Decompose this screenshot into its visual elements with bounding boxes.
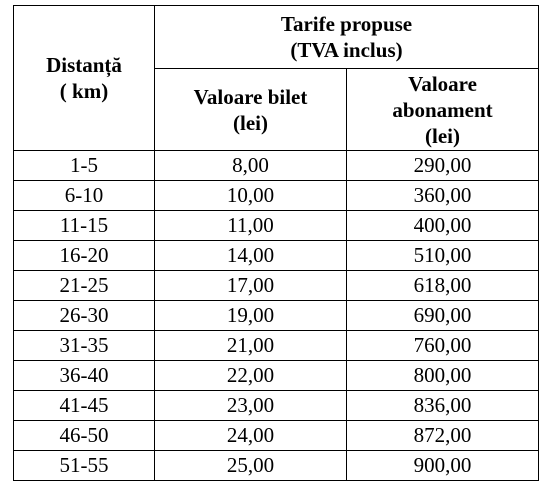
distance-cell: 31-35 xyxy=(14,331,155,361)
distance-cell: 46-50 xyxy=(14,421,155,451)
table-row xyxy=(14,451,539,481)
table-row xyxy=(14,241,539,271)
table-row xyxy=(14,301,539,331)
subscription-value-label-1: Valoare xyxy=(408,71,477,96)
subscription-cell: 900,00 xyxy=(347,451,539,481)
ticket-cell: 19,00 xyxy=(155,301,347,331)
table-row xyxy=(14,271,539,301)
table-row xyxy=(14,211,539,241)
table-row xyxy=(14,181,539,211)
subscription-cell: 872,00 xyxy=(347,421,539,451)
ticket-cell: 23,00 xyxy=(155,391,347,421)
distance-header-unit: ( km) xyxy=(59,79,109,103)
table-row xyxy=(14,151,539,181)
ticket-value-unit: (lei) xyxy=(233,110,268,135)
distance-cell: 6-10 xyxy=(14,181,155,211)
distance-cell: 51-55 xyxy=(14,451,155,481)
subscription-cell: 760,00 xyxy=(347,331,539,361)
ticket-cell: 21,00 xyxy=(155,331,347,361)
subscription-cell: 510,00 xyxy=(347,241,539,271)
table-row xyxy=(14,421,539,451)
subscription-cell: 690,00 xyxy=(347,301,539,331)
table-row xyxy=(14,361,539,391)
distance-cell: 26-30 xyxy=(14,301,155,331)
ticket-cell: 8,00 xyxy=(155,151,347,181)
distance-cell: 21-25 xyxy=(14,271,155,301)
subscription-cell: 400,00 xyxy=(347,211,539,241)
ticket-value-header xyxy=(155,69,347,151)
subscription-cell: 290,00 xyxy=(347,151,539,181)
distance-cell: 41-45 xyxy=(14,391,155,421)
subscription-cell: 836,00 xyxy=(347,391,539,421)
tariff-table xyxy=(13,5,539,481)
distance-cell: 16-20 xyxy=(14,241,155,271)
subscription-cell: 618,00 xyxy=(347,271,539,301)
table-row xyxy=(14,391,539,421)
distance-header-label: Distanță xyxy=(46,53,122,77)
distance-cell: 1-5 xyxy=(14,151,155,181)
table-body xyxy=(14,151,539,481)
ticket-cell: 11,00 xyxy=(155,211,347,241)
subscription-value-label-2: abonament xyxy=(392,97,493,122)
proposed-tariffs-title: Tarife propuse xyxy=(280,12,413,36)
proposed-tariffs-vat-note: (TVA inclus) xyxy=(290,38,403,62)
ticket-cell: 14,00 xyxy=(155,241,347,271)
subscription-value-header xyxy=(347,69,539,151)
proposed-tariffs-header xyxy=(155,6,539,69)
table-header xyxy=(14,6,539,151)
ticket-cell: 17,00 xyxy=(155,271,347,301)
ticket-cell: 10,00 xyxy=(155,181,347,211)
subscription-cell: 800,00 xyxy=(347,361,539,391)
ticket-cell: 24,00 xyxy=(155,421,347,451)
header-row-top xyxy=(14,6,539,69)
subscription-cell: 360,00 xyxy=(347,181,539,211)
distance-cell: 36-40 xyxy=(14,361,155,391)
ticket-value-label: Valoare bilet xyxy=(193,84,308,109)
distance-column-header xyxy=(14,6,155,151)
table-row xyxy=(14,331,539,361)
distance-cell: 11-15 xyxy=(14,211,155,241)
subscription-value-unit: (lei) xyxy=(425,123,460,148)
ticket-cell: 22,00 xyxy=(155,361,347,391)
ticket-cell: 25,00 xyxy=(155,451,347,481)
